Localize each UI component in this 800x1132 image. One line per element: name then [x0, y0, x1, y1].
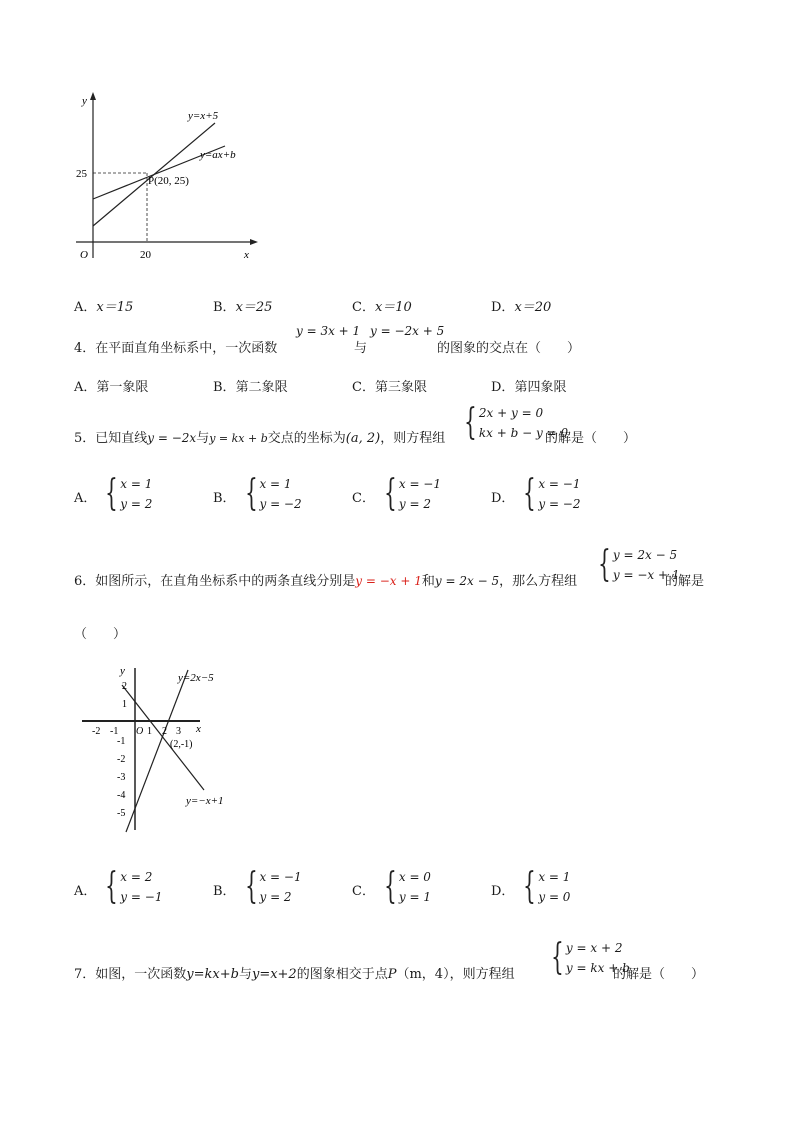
graph2-point-label: (2,-1): [170, 739, 193, 750]
q4-function-1: y = 3x + 1: [296, 324, 361, 338]
q4-function-2: y = −2x + 5: [370, 324, 445, 338]
graph2-origin: O: [136, 726, 144, 737]
q5-option-b[interactable]: B． { x = 1 y = −2: [213, 473, 302, 514]
graph-1: [60, 88, 280, 268]
q4-option-d[interactable]: D．第四象限: [491, 380, 567, 395]
q7-suffix: 的解是（ ）: [613, 967, 705, 982]
graph2-x-tick: 3: [176, 726, 181, 737]
q4-mid: 与: [354, 341, 368, 356]
graph2-x-tick: -1: [110, 726, 119, 737]
q5-option-a[interactable]: A． { x = 1 y = 2: [74, 473, 153, 514]
q7-eq-1: y = x + 2: [565, 941, 623, 955]
q6-option-d[interactable]: D． { x = 1 y = 0: [491, 866, 571, 907]
graph2-y-tick: -1: [117, 736, 126, 747]
q4-option-a[interactable]: A．第一象限: [74, 380, 149, 395]
q5-brace: {: [464, 402, 477, 443]
q6-option-b[interactable]: B． { x = −1 y = 2: [213, 866, 302, 907]
q7-system: { y = x + 2 y = kx + b: [551, 937, 630, 978]
graph1-point-label: P(20, 25): [148, 175, 189, 187]
graph2-x-tick: 2: [162, 726, 167, 737]
q6-eq-2: y = −x + 1: [612, 568, 680, 582]
q5-option-c[interactable]: C． { x = −1 y = 2: [352, 473, 441, 514]
q5-option-d[interactable]: D． { x = −1 y = −2: [491, 473, 581, 514]
q6-line-1: y = −x + 1: [355, 574, 422, 588]
q7-eq-2: y = kx + b: [565, 961, 630, 975]
graph2-y-tick: 1: [122, 699, 127, 710]
graph2-y-tick: -5: [117, 808, 126, 819]
q3-option-a[interactable]: A．x＝15: [74, 300, 134, 315]
graph1-line2-label: y=ax+b: [200, 149, 236, 161]
q3-option-d[interactable]: D．x＝20: [491, 300, 552, 315]
graph2-line2-label: y=−x+1: [186, 795, 224, 807]
q4-option-c[interactable]: C．第三象限: [352, 380, 427, 395]
graph1-x-arrow: [250, 239, 258, 245]
q7-stem: 7．如图，一次函数y=kx+b与y=x+2的图象相交于点P（m，4），则方程组: [74, 967, 515, 982]
q3-option-c[interactable]: C．x＝10: [352, 300, 412, 315]
graph2-x-label: x: [196, 723, 201, 735]
graph2-y-tick: -4: [117, 790, 126, 801]
graph1-origin: O: [80, 249, 88, 261]
q4-option-b[interactable]: B．第二象限: [213, 380, 288, 395]
q5-stem: 5．已知直线y = −2x与y = kx + b交点的坐标为(a, 2)，则方程组: [74, 431, 446, 446]
graph2-line1-label: y=2x−5: [178, 672, 214, 684]
q5-eq-1: 2x + y = 0: [478, 406, 544, 420]
q6-option-c[interactable]: C． { x = 0 y = 1: [352, 866, 431, 907]
graph1-y-tick: 25: [76, 168, 87, 180]
q6-stem: 6．如图所示，在直角坐标系中的两条直线分别是y = −x + 1和y = 2x − 5，那么方程组: [74, 574, 578, 589]
q5-eq-2: kx + b − y = 0: [478, 426, 569, 440]
graph2-y-tick: -2: [117, 754, 126, 765]
graph2-y-tick: 2: [122, 681, 127, 692]
graph-2: [80, 660, 250, 835]
q4-suffix: 的图象的交点在（ ）: [437, 341, 581, 356]
q6-suffix: 的解是: [665, 574, 705, 589]
graph1-x-label: x: [244, 249, 249, 261]
q6-eq-1: y = 2x − 5: [612, 548, 678, 562]
graph2-y-tick: -3: [117, 772, 126, 783]
graph2-x-tick: -2: [92, 726, 101, 737]
q6-option-a[interactable]: A． { x = 2 y = −1: [74, 866, 163, 907]
q3-option-b[interactable]: B．x＝25: [213, 300, 273, 315]
q4-prefix: 4．在平面直角坐标系中，一次函数: [74, 341, 278, 356]
graph1-line1-label: y=x+5: [188, 110, 219, 122]
q6-system: { y = 2x − 5 y = −x + 1: [598, 544, 680, 585]
graph1-y-arrow: [90, 92, 96, 100]
graph1-x-tick: 20: [140, 249, 151, 261]
q5-suffix: 的解是（ ）: [545, 431, 637, 446]
graph2-y-label: y: [120, 665, 125, 677]
q6-paren: （ ）: [74, 627, 127, 642]
graph1-y-label: y: [82, 95, 87, 107]
graph2-x-tick: 1: [147, 726, 152, 737]
